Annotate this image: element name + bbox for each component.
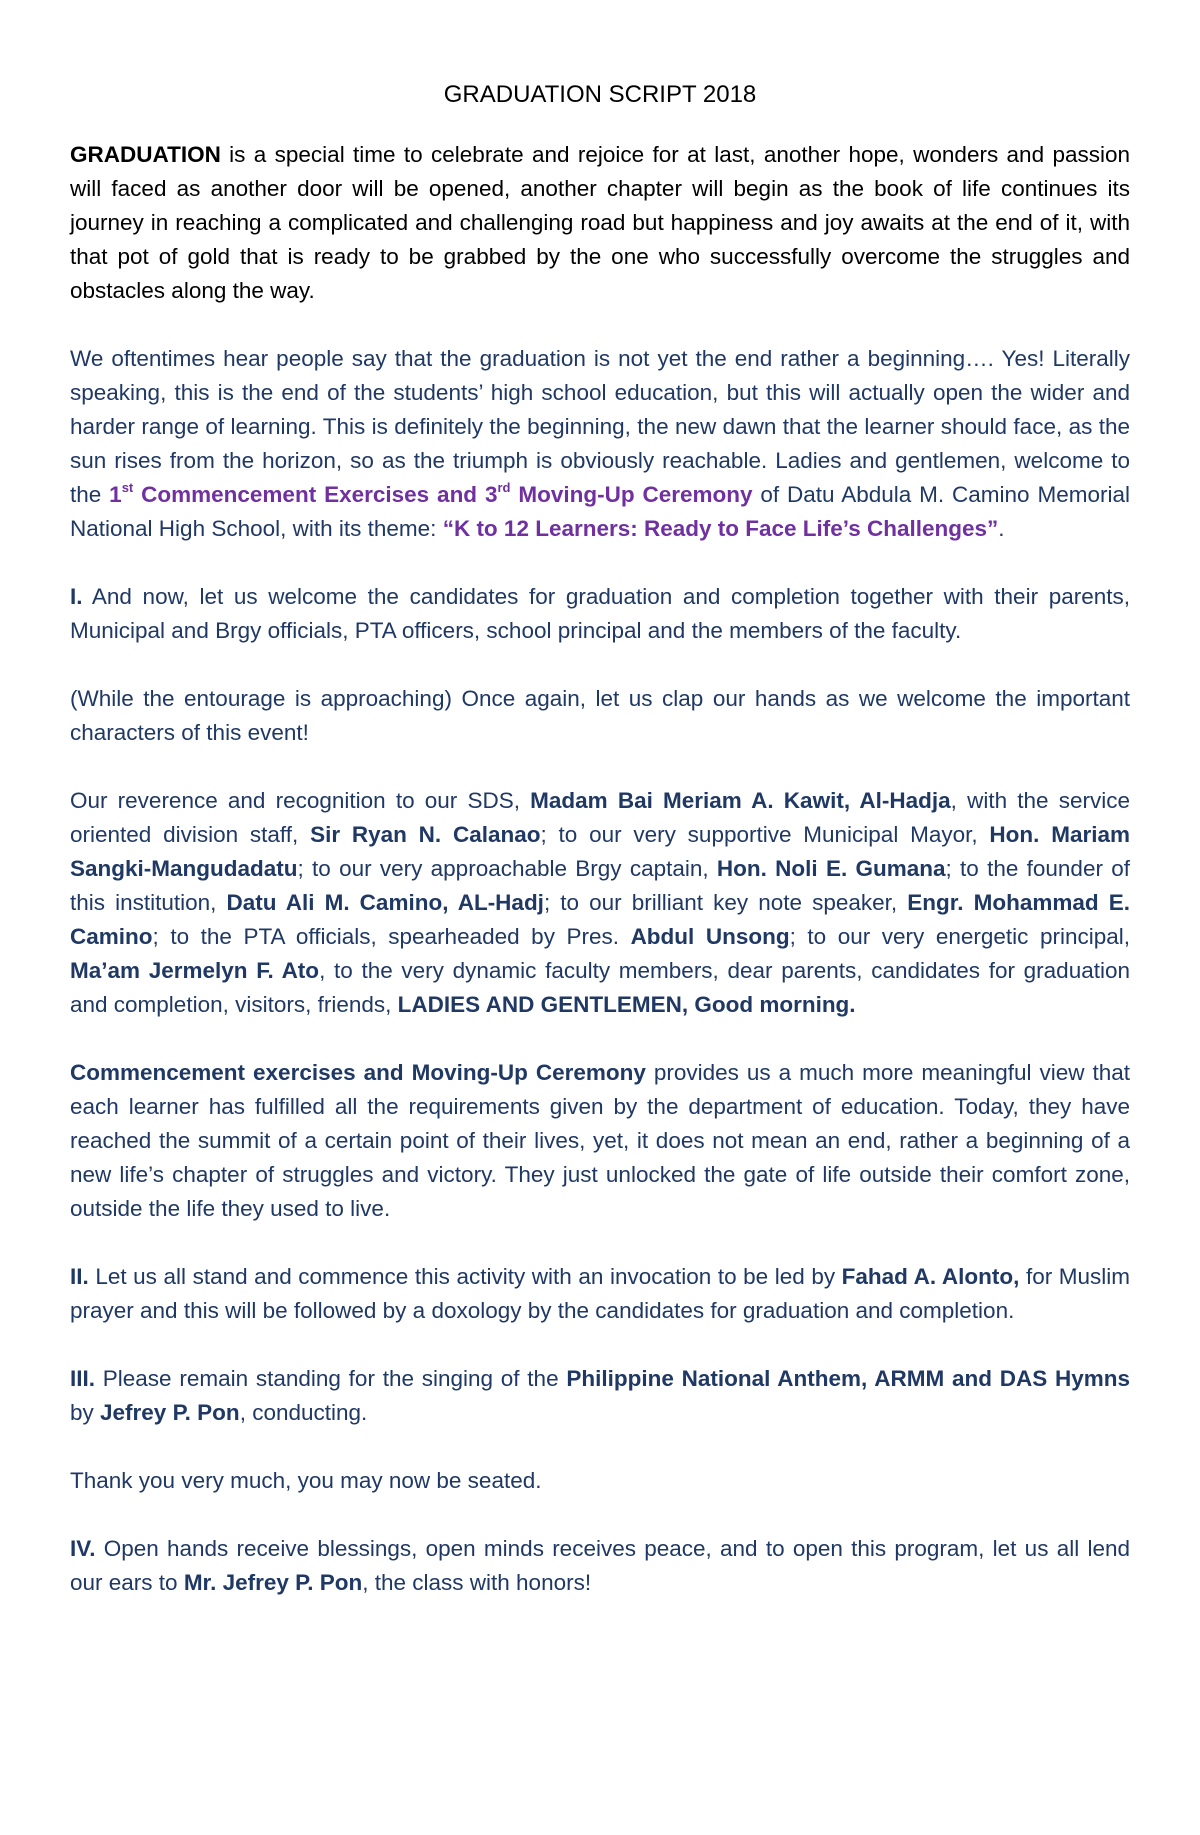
- welcome-text: We oftentimes hear people say that the graduation is not yet the end rather a beginning…. Yes! Literally speaking, this is the end of the students’ high school education, but this will actually open the wider and harder range of learning. This is definitely the beginning, the new dawn that the learner should face, as the sun rises from the horizon, so as the triumph is obviously reachable. Ladies and gentlemen, welcome to the: [70, 346, 1130, 507]
- reverence-paragraph: Our reverence and recognition to our SDS, Madam Bai Meriam A. Kawit, Al-Hadja, with the service oriented division staff, Sir Ryan N. Calanao; to our very supportive Municipal Mayor, Hon. Mariam Sangki-Mangudadatu; to our very approachable Brgy captain, Hon. Noli E. Gumana; to the founder of this institution, Datu Ali M. Camino, AL-Hadj; to our brilliant key note speaker, Engr. Mohammad E. Camino; to the PTA officials, spearheaded by Pres. Abdul Unsong; to our very energetic principal, Ma’am Jermelyn F. Ato, to the very dynamic faculty members, dear parents, candidates for graduation and completion, visitors, friends, LADIES AND GENTLEMEN, Good morning.: [70, 788, 1130, 1017]
- honoree-name: Mr. Jefrey P. Pon: [183, 1570, 363, 1595]
- section-1-paragraph: [70, 580, 1130, 648]
- event-name: Moving-Up Ceremony: [518, 482, 753, 507]
- section-2-number: II.: [70, 1264, 89, 1289]
- intro-text: is a special time to celebrate and rejoice for at last, another hope, wonders and passion will faced as another door will be opened, another chapter will begin as the book of life continues its journey in reaching a complicated and challenging road but happiness and joy awaits at the end of it, with that pot of gold that is ready to be grabbed by the one who successfully overcome the struggles and obstacles along the way.: [70, 142, 1130, 303]
- anthem-title: Philippine National Anthem, ARMM and DAS Hymns: [566, 1366, 1130, 1391]
- invocation-leader: Fahad A. Alonto,: [841, 1264, 1020, 1289]
- guest-name: Ma’am Jermelyn F. Ato: [70, 958, 320, 983]
- guest-name: Engr. Mohammad E. Camino: [70, 890, 1130, 949]
- intro-lead: GRADUATION: [70, 142, 221, 167]
- guest-name: Abdul Unsong: [630, 924, 790, 949]
- conductor-name: Jefrey P. Pon: [100, 1400, 240, 1425]
- thanks-paragraph: Thank you very much, you may now be seated.: [70, 1468, 542, 1493]
- welcome-text-2: of Datu Abdula M. Camino Memorial National High School, with its theme:: [70, 482, 1130, 541]
- welcome-paragraph: We oftentimes hear people say that the graduation is not yet the end rather a beginning…. Yes! Literally speaking, this is the end of the students’ high school education, but this will actually open the wider and harder range of learning. This is definitely the beginning, the new dawn that the learner should face, as the sun rises from the horizon, so as the triumph is obviously reachable. Ladies and gentlemen, welcome to the 1st Commencement Exercises and 3rd Moving-Up Ceremony of Datu Abdula M. Camino Memorial National High School, with its theme: “K to 12 Learners: Ready to Face Life’s Challenges”.: [70, 346, 1130, 541]
- section-4-number: IV.: [70, 1536, 96, 1561]
- guest-name: Hon. Noli E. Gumana: [716, 856, 946, 881]
- commencement-text: provides us a much more meaningful view that each learner has fulfilled all the requirements given by the department of education. Today, they have reached the summit of a certain point of their lives, yet, it does not mean an end, rather a beginning of a new life’s chapter of struggles and victory. They just unlocked the gate of life outside their comfort zone, outside the life they used to live.: [70, 1060, 1130, 1221]
- entourage-paragraph: (While the entourage is approaching) Once again, let us clap our hands as we welcome the important characters of this event!: [70, 686, 1130, 745]
- section-1-number: I.: [70, 584, 83, 609]
- greeting: LADIES AND GENTLEMEN, Good morning.: [397, 992, 856, 1017]
- commencement-lead: Commencement exercises and Moving-Up Ceremony: [70, 1060, 646, 1085]
- intro-paragraph: [70, 138, 1130, 308]
- section-1-text: And now, let us welcome the candidates for graduation and completion together with their parents, Municipal and Brgy officials, PTA officers, school principal and the members of the faculty.: [70, 584, 1130, 643]
- section-3-number: III.: [70, 1366, 96, 1391]
- event-theme: “K to 12 Learners: Ready to Face Life’s Challenges”: [442, 516, 999, 541]
- section-2-paragraph: II. Let us all stand and commence this activity with an invocation to be led by Fahad A. Alonto, for Muslim prayer and this will be followed by a doxology by the candidates for graduation and completion.: [70, 1264, 1131, 1323]
- event-ordinal: 1st Commencement Exercises and 3rd: [109, 480, 511, 507]
- page-title: GRADUATION SCRIPT 2018: [443, 81, 757, 108]
- guest-name: Madam Bai Meriam A. Kawit, Al-Hadja: [530, 788, 951, 813]
- commencement-paragraph: [70, 1056, 1130, 1226]
- guest-name: Hon. Mariam Sangki-Mangudadatu: [70, 822, 1130, 881]
- guest-name: Datu Ali M. Camino, AL-Hadj: [226, 890, 544, 915]
- section-4-paragraph: IV. Open hands receive blessings, open minds receives peace, and to open this program, let us all lend our ears to Mr. Jefrey P. Pon, the class with honors!: [70, 1536, 1130, 1595]
- document-page: [70, 68, 1130, 1634]
- section-3-paragraph: III. Please remain standing for the singing of the Philippine National Anthem, ARMM and DAS Hymns by Jefrey P. Pon, conducting.: [70, 1366, 1130, 1425]
- guest-name: Sir Ryan N. Calanao: [310, 822, 541, 847]
